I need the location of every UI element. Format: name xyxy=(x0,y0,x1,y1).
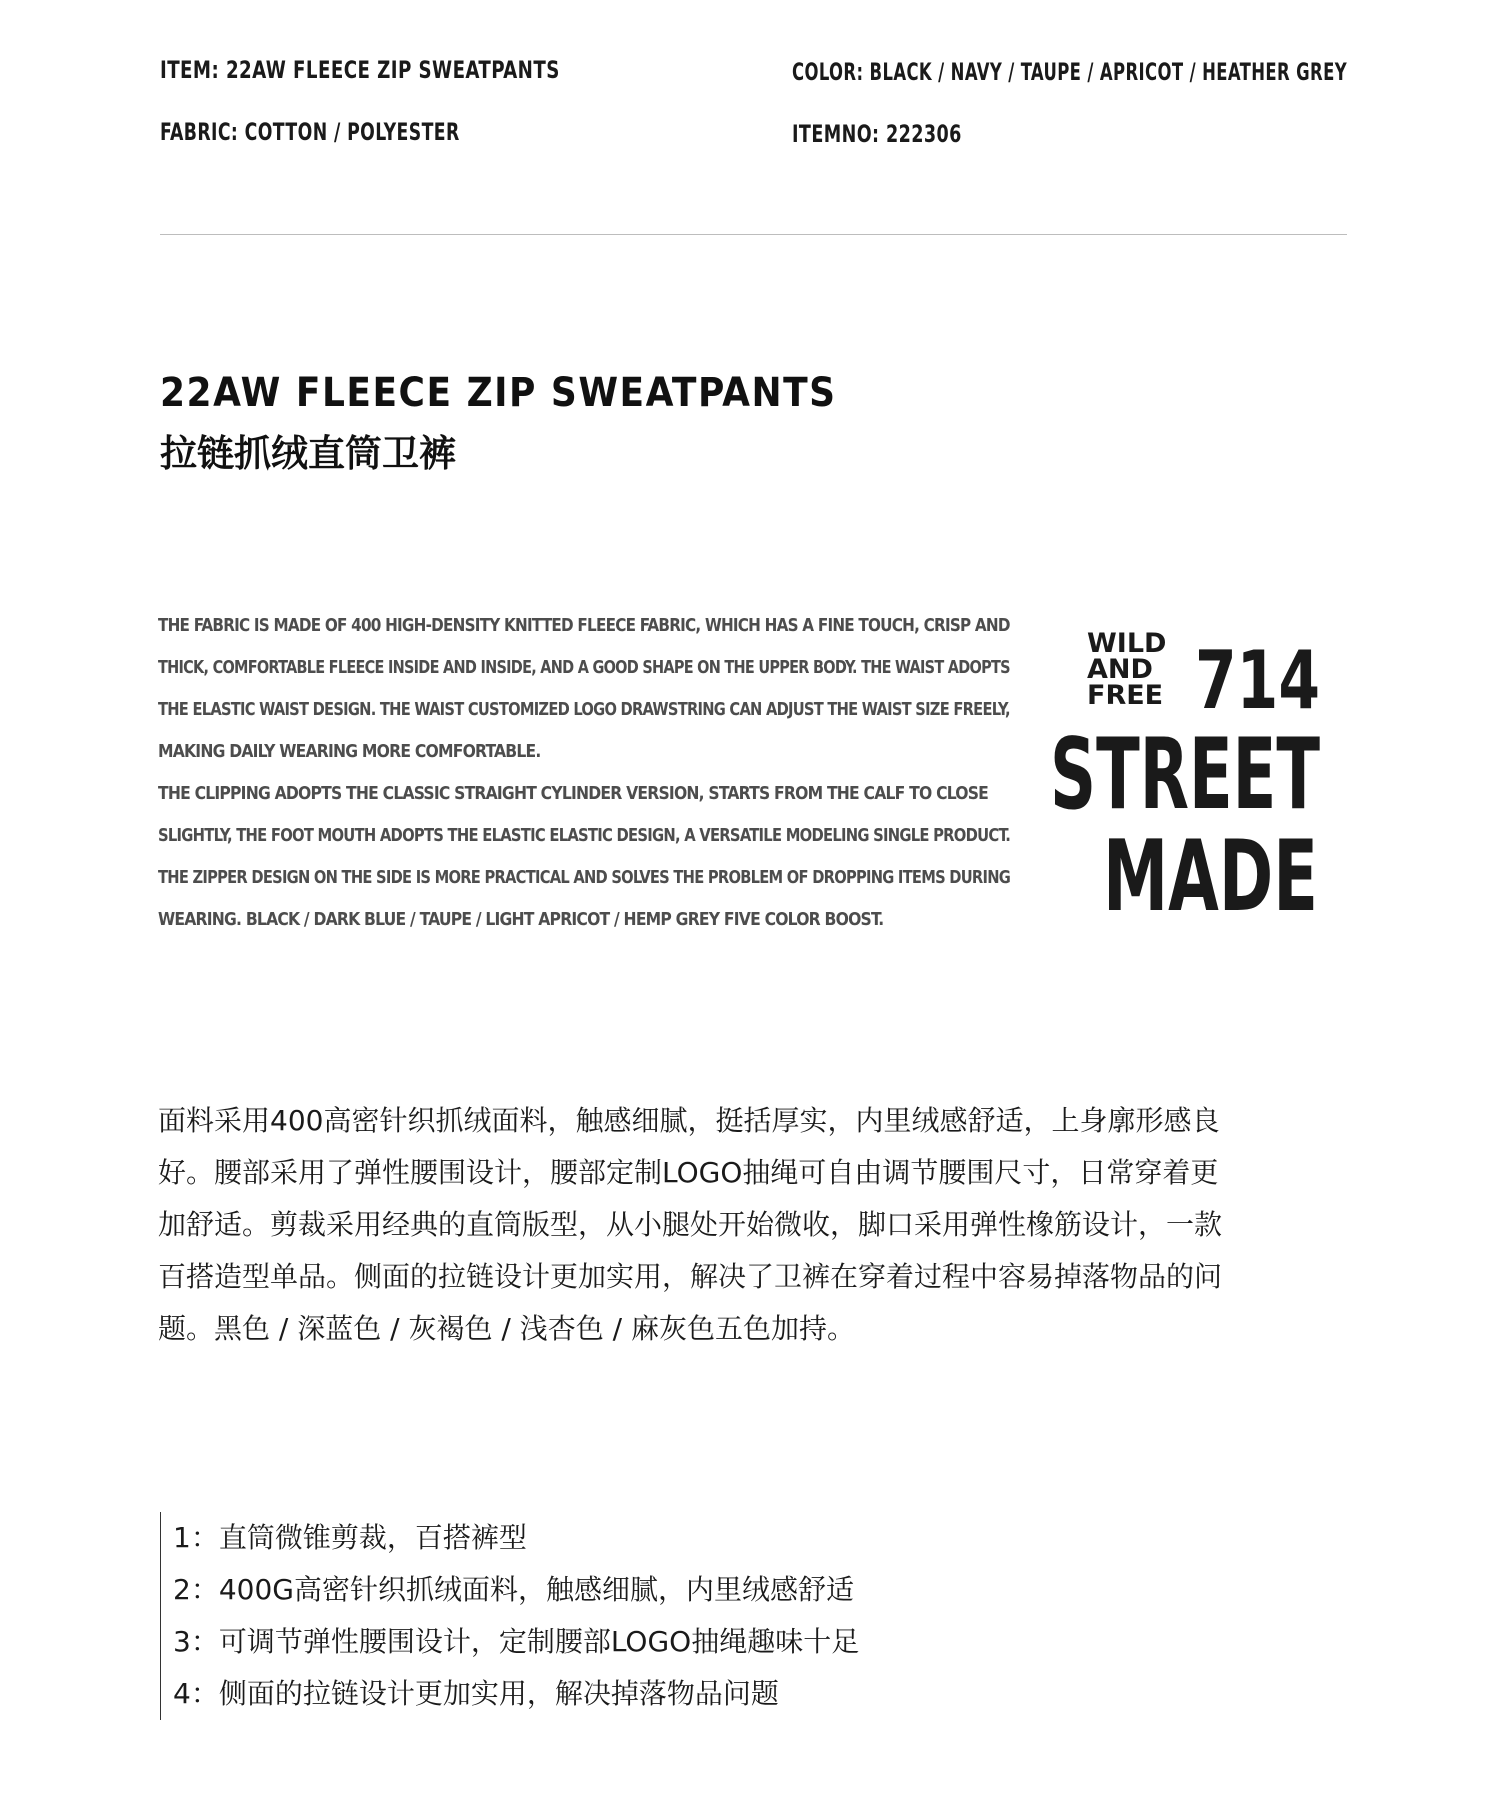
description-cn-line: 题。黑色 / 深蓝色 / 灰褐色 / 浅杏色 / 麻灰色五色加持。 xyxy=(158,1312,855,1345)
description-cn-line: 面料采用400高密针织抓绒面料，触感细腻，挺括厚实，内里绒感舒适，上身廓形感良 xyxy=(158,1104,1220,1137)
description-en-line: MAKING DAILY WEARING MORE COMFORTABLE. xyxy=(158,742,541,762)
fabric-spec: FABRIC: COTTON / POLYESTER xyxy=(160,118,460,146)
description-cn-line: 加舒适。剪裁采用经典的直筒版型，从小腿处开始微收，脚口采用弹性橡筋设计，一款 xyxy=(158,1208,1223,1241)
feature-item: 1：直筒微锥剪裁，百搭裤型 xyxy=(173,1521,527,1554)
logo-and: AND xyxy=(1087,654,1153,685)
description-en-line: SLIGHTLY, THE FOOT MOUTH ADOPTS THE ELASTIC ELASTIC DESIGN, A VERSATILE MODELING SINGLE PRODUCT. xyxy=(158,826,1011,846)
description-en-line: THE ZIPPER DESIGN ON THE SIDE IS MORE PRACTICAL AND SOLVES THE PROBLEM OF DROPPING ITEMS DURING xyxy=(158,868,1011,888)
item-number-spec: ITEMNO: 222306 xyxy=(792,120,962,148)
item-spec: ITEM: 22AW FLEECE ZIP SWEATPANTS xyxy=(160,56,560,84)
brand-logo xyxy=(1045,620,1330,934)
description-en-line: THE FABRIC IS MADE OF 400 HIGH-DENSITY KNITTED FLEECE FABRIC, WHICH HAS A FINE TOUCH, CRISP AND xyxy=(158,616,1010,636)
divider xyxy=(160,234,1347,235)
description-cn xyxy=(158,1095,1318,1355)
feature-list xyxy=(160,1512,859,1720)
description-en-line: THE CLIPPING ADOPTS THE CLASSIC STRAIGHT CYLINDER VERSION, STARTS FROM THE CALF TO CLOSE xyxy=(158,784,989,804)
logo-street: STREET xyxy=(1050,718,1321,832)
description-cn-line: 百搭造型单品。侧面的拉链设计更加实用，解决了卫裤在穿着过程中容易掉落物品的问 xyxy=(158,1260,1223,1293)
product-title-en: 22AW FLEECE ZIP SWEATPANTS xyxy=(160,370,837,416)
description-en xyxy=(158,605,1018,941)
logo-made: MADE xyxy=(1103,820,1318,934)
feature-item: 4：侧面的拉链设计更加实用，解决掉落物品问题 xyxy=(173,1677,779,1710)
color-spec: COLOR: BLACK / NAVY / TAUPE / APRICOT / HEATHER GREY xyxy=(792,58,1348,86)
description-en-line: WEARING. BLACK / DARK BLUE / TAUPE / LIGHT APRICOT / HEMP GREY FIVE COLOR BOOST. xyxy=(158,910,884,930)
logo-wild: WILD xyxy=(1087,628,1167,659)
description-en-line: THE ELASTIC WAIST DESIGN. THE WAIST CUSTOMIZED LOGO DRAWSTRING CAN ADJUST THE WAIST SIZE FREELY, xyxy=(158,700,1010,720)
logo-free: FREE xyxy=(1087,680,1164,711)
feature-item: 2：400G高密针织抓绒面料，触感细腻，内里绒感舒适 xyxy=(173,1573,854,1606)
product-title-cn: 拉链抓绒直筒卫裤 xyxy=(160,432,456,475)
feature-item: 3：可调节弹性腰围设计，定制腰部LOGO抽绳趣味十足 xyxy=(173,1625,860,1658)
description-en-line: THICK, COMFORTABLE FLEECE INSIDE AND INSIDE, AND A GOOD SHAPE ON THE UPPER BODY. THE WAIST ADOPTS xyxy=(158,658,1010,678)
description-cn-line: 好。腰部采用了弹性腰围设计，腰部定制LOGO抽绳可自由调节腰围尺寸，日常穿着更 xyxy=(158,1156,1219,1189)
logo-number: 714 xyxy=(1195,634,1320,727)
